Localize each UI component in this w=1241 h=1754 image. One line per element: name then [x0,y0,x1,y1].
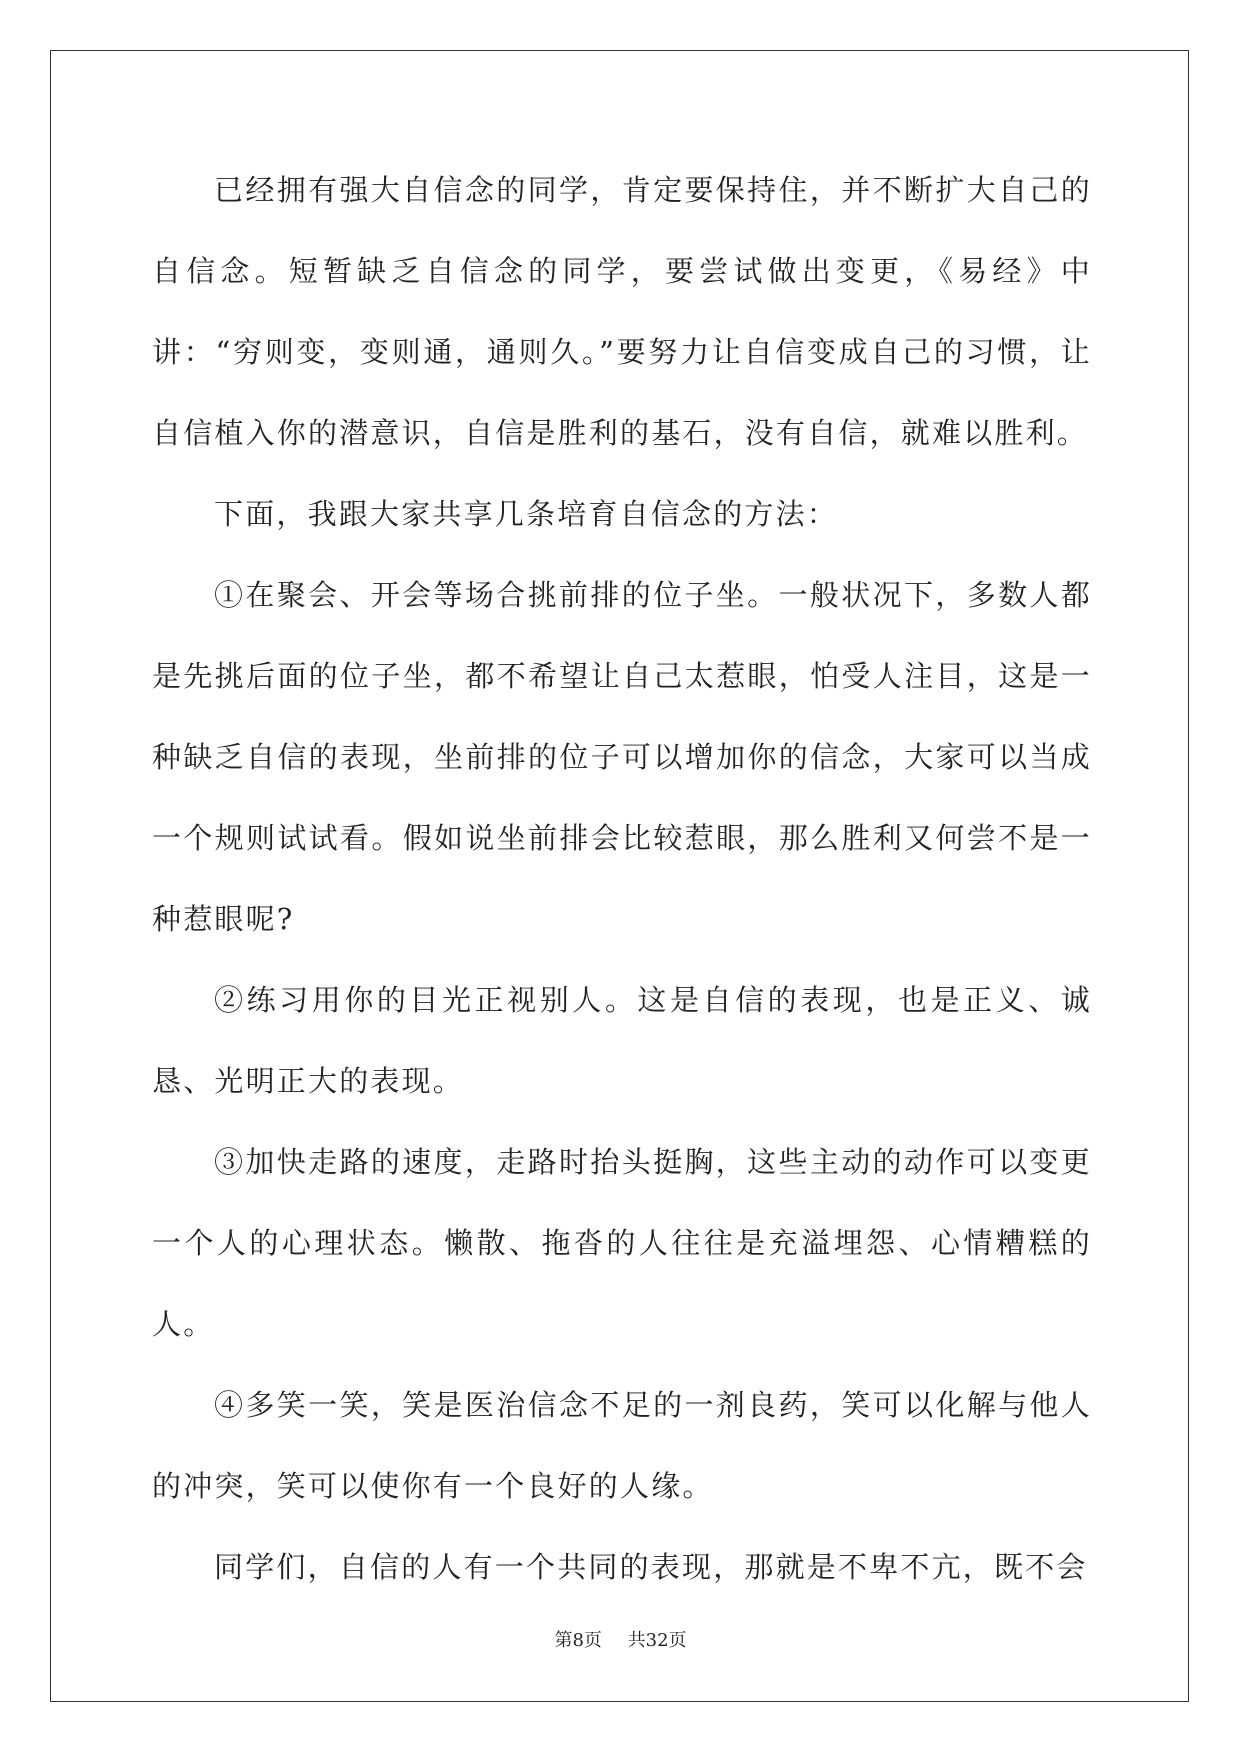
paragraph-7: 同学们，自信的人有一个共同的表现，那就是不卑不亢，既不会 [214,1550,1088,1584]
document-body [152,150,1092,1608]
page-footer [0,1626,1241,1652]
paragraph-3: ①在聚会、开会等场合挑前排的位子坐。一般状况下，多数人都是先挑后面的位子坐，都不希望让自己太惹眼，怕受人注目，这是一种缺乏自信的表现，坐前排的位子可以增加你的信念，大家可以当成一个规则试试看。假如说坐前排会比较惹眼，那么胜利又何尝不是一种惹眼呢? [152,578,1092,936]
page-number: 第8页 [554,1630,602,1651]
paragraph-6: ④多笑一笑，笑是医治信念不足的一剂良药，笑可以化解与他人的冲突，笑可以使你有一个良好的人缘。 [152,1388,1092,1503]
paragraph-1: 已经拥有强大自信念的同学，肯定要保持住，并不断扩大自己的自信念。短暂缺乏自信念的同学，要尝试做出变更，《易经》中讲：“穷则变，变则通，通则久。”要努力让自信变成自己的习惯，让自信植入你的潜意识，自信是胜利的基石，没有自信，就难以胜利。 [152,173,1092,450]
paragraph-2: 下面，我跟大家共享几条培育自信念的方法： [214,497,839,531]
paragraph-4: ②练习用你的目光正视别人。这是自信的表现，也是正义、诚恳、光明正大的表现。 [152,983,1092,1098]
paragraph-5: ③加快走路的速度，走路时抬头挺胸，这些主动的动作可以变更一个人的心理状态。懒散、拖沓的人往往是充溢埋怨、心情糟糕的人。 [152,1145,1092,1341]
page-total: 共32页 [627,1630,687,1651]
